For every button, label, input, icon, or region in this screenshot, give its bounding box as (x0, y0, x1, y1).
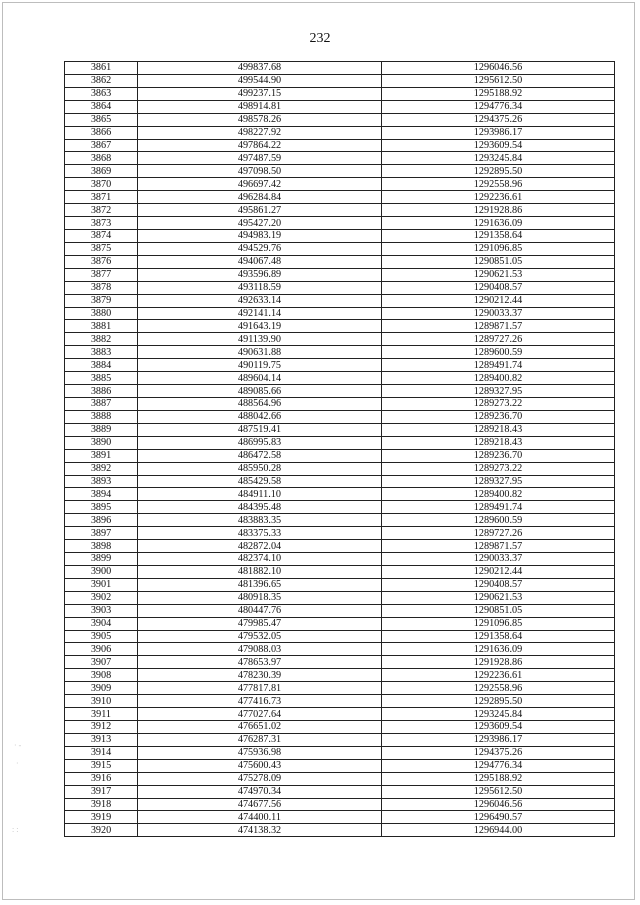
table-row (65, 695, 615, 708)
point-number-cell: 3906 (65, 643, 138, 656)
x-coordinate-cell: 489085.66 (138, 385, 382, 398)
point-number-cell: 3913 (65, 733, 138, 746)
y-coordinate-cell: 1294776.34 (382, 100, 615, 113)
x-coordinate-cell: 479985.47 (138, 617, 382, 630)
table-row (65, 87, 615, 100)
y-coordinate-cell: 1293245.84 (382, 152, 615, 165)
x-coordinate-cell: 478230.39 (138, 669, 382, 682)
table-row (65, 721, 615, 734)
x-coordinate-cell: 496697.42 (138, 178, 382, 191)
x-coordinate-cell: 492633.14 (138, 294, 382, 307)
y-coordinate-cell: 1289400.82 (382, 372, 615, 385)
table-row (65, 617, 615, 630)
table-row (65, 565, 615, 578)
point-number-cell: 3905 (65, 630, 138, 643)
point-number-cell: 3873 (65, 217, 138, 230)
y-coordinate-cell: 1289727.26 (382, 527, 615, 540)
table-row (65, 759, 615, 772)
page-number: 232 (309, 31, 331, 46)
point-number-cell: 3883 (65, 346, 138, 359)
y-coordinate-cell: 1289218.43 (382, 423, 615, 436)
y-coordinate-cell: 1291358.64 (382, 630, 615, 643)
point-number-cell: 3907 (65, 656, 138, 669)
y-coordinate-cell: 1289327.95 (382, 475, 615, 488)
point-number-cell: 3909 (65, 682, 138, 695)
point-number-cell: 3882 (65, 333, 138, 346)
y-coordinate-cell: 1292236.61 (382, 191, 615, 204)
y-coordinate-cell: 1289236.70 (382, 449, 615, 462)
x-coordinate-cell: 474677.56 (138, 798, 382, 811)
point-number-cell: 3865 (65, 113, 138, 126)
point-number-cell: 3881 (65, 320, 138, 333)
table-row (65, 217, 615, 230)
table-row (65, 527, 615, 540)
y-coordinate-cell: 1291096.85 (382, 242, 615, 255)
x-coordinate-cell: 476651.02 (138, 721, 382, 734)
x-coordinate-cell: 480447.76 (138, 604, 382, 617)
point-number-cell: 3893 (65, 475, 138, 488)
x-coordinate-cell: 492141.14 (138, 307, 382, 320)
x-coordinate-cell: 497864.22 (138, 139, 382, 152)
x-coordinate-cell: 494983.19 (138, 229, 382, 242)
y-coordinate-cell: 1296944.00 (382, 824, 615, 837)
table-row (65, 126, 615, 139)
point-number-cell: 3885 (65, 372, 138, 385)
x-coordinate-cell: 475278.09 (138, 772, 382, 785)
x-coordinate-cell: 477416.73 (138, 695, 382, 708)
x-coordinate-cell: 480918.35 (138, 591, 382, 604)
x-coordinate-cell: 490631.88 (138, 346, 382, 359)
x-coordinate-cell: 496284.84 (138, 191, 382, 204)
x-coordinate-cell: 497098.50 (138, 165, 382, 178)
y-coordinate-cell: 1294375.26 (382, 113, 615, 126)
table-row (65, 139, 615, 152)
table-row (65, 514, 615, 527)
point-number-cell: 3868 (65, 152, 138, 165)
x-coordinate-cell: 495427.20 (138, 217, 382, 230)
x-coordinate-cell: 486995.83 (138, 436, 382, 449)
table-row (65, 74, 615, 87)
x-coordinate-cell: 499837.68 (138, 62, 382, 75)
x-coordinate-cell: 494067.48 (138, 255, 382, 268)
x-coordinate-cell: 491643.19 (138, 320, 382, 333)
point-number-cell: 3880 (65, 307, 138, 320)
table-row (65, 591, 615, 604)
table-row (65, 462, 615, 475)
y-coordinate-cell: 1290212.44 (382, 294, 615, 307)
coordinates-table-body (65, 62, 615, 837)
point-number-cell: 3878 (65, 281, 138, 294)
x-coordinate-cell: 498578.26 (138, 113, 382, 126)
x-coordinate-cell: 489604.14 (138, 372, 382, 385)
point-number-cell: 3902 (65, 591, 138, 604)
y-coordinate-cell: 1289491.74 (382, 501, 615, 514)
point-number-cell: 3890 (65, 436, 138, 449)
point-number-cell: 3886 (65, 385, 138, 398)
table-row (65, 436, 615, 449)
table-row (65, 397, 615, 410)
table-row (65, 708, 615, 721)
y-coordinate-cell: 1295188.92 (382, 772, 615, 785)
x-coordinate-cell: 474970.34 (138, 785, 382, 798)
point-number-cell: 3895 (65, 501, 138, 514)
table-row (65, 281, 615, 294)
table-row (65, 320, 615, 333)
table-row (65, 385, 615, 398)
point-number-cell: 3911 (65, 708, 138, 721)
point-number-cell: 3915 (65, 759, 138, 772)
table-row (65, 630, 615, 643)
y-coordinate-cell: 1294776.34 (382, 759, 615, 772)
y-coordinate-cell: 1293986.17 (382, 126, 615, 139)
table-row (65, 178, 615, 191)
y-coordinate-cell: 1293245.84 (382, 708, 615, 721)
x-coordinate-cell: 477027.64 (138, 708, 382, 721)
y-coordinate-cell: 1290408.57 (382, 578, 615, 591)
table-row (65, 307, 615, 320)
table-row (65, 255, 615, 268)
point-number-cell: 3894 (65, 488, 138, 501)
table-row (65, 553, 615, 566)
table-row (65, 785, 615, 798)
y-coordinate-cell: 1292558.96 (382, 682, 615, 695)
table-row (65, 449, 615, 462)
table-row (65, 268, 615, 281)
point-number-cell: 3879 (65, 294, 138, 307)
x-coordinate-cell: 476287.31 (138, 733, 382, 746)
point-number-cell: 3888 (65, 410, 138, 423)
y-coordinate-cell: 1290851.05 (382, 255, 615, 268)
y-coordinate-cell: 1290408.57 (382, 281, 615, 294)
table-row (65, 578, 615, 591)
x-coordinate-cell: 479088.03 (138, 643, 382, 656)
point-number-cell: 3869 (65, 165, 138, 178)
x-coordinate-cell: 498914.81 (138, 100, 382, 113)
scan-mark: · ‐ (14, 741, 22, 750)
scan-mark: · (16, 759, 19, 768)
point-number-cell: 3918 (65, 798, 138, 811)
y-coordinate-cell: 1289218.43 (382, 436, 615, 449)
x-coordinate-cell: 491139.90 (138, 333, 382, 346)
x-coordinate-cell: 485950.28 (138, 462, 382, 475)
table-row (65, 191, 615, 204)
table-row (65, 798, 615, 811)
point-number-cell: 3864 (65, 100, 138, 113)
table-row (65, 656, 615, 669)
x-coordinate-cell: 481882.10 (138, 565, 382, 578)
y-coordinate-cell: 1290033.37 (382, 307, 615, 320)
point-number-cell: 3896 (65, 514, 138, 527)
x-coordinate-cell: 484395.48 (138, 501, 382, 514)
point-number-cell: 3862 (65, 74, 138, 87)
point-number-cell: 3904 (65, 617, 138, 630)
point-number-cell: 3872 (65, 204, 138, 217)
x-coordinate-cell: 475600.43 (138, 759, 382, 772)
x-coordinate-cell: 499237.15 (138, 87, 382, 100)
x-coordinate-cell: 488042.66 (138, 410, 382, 423)
table-row (65, 682, 615, 695)
table-row (65, 604, 615, 617)
point-number-cell: 3900 (65, 565, 138, 578)
point-number-cell: 3899 (65, 553, 138, 566)
y-coordinate-cell: 1291928.86 (382, 204, 615, 217)
table-row (65, 204, 615, 217)
point-number-cell: 3876 (65, 255, 138, 268)
point-number-cell: 3910 (65, 695, 138, 708)
y-coordinate-cell: 1289273.22 (382, 462, 615, 475)
y-coordinate-cell: 1291358.64 (382, 229, 615, 242)
table-row (65, 501, 615, 514)
x-coordinate-cell: 483375.33 (138, 527, 382, 540)
x-coordinate-cell: 483883.35 (138, 514, 382, 527)
y-coordinate-cell: 1295612.50 (382, 74, 615, 87)
y-coordinate-cell: 1289491.74 (382, 359, 615, 372)
x-coordinate-cell: 498227.92 (138, 126, 382, 139)
y-coordinate-cell: 1289871.57 (382, 540, 615, 553)
point-number-cell: 3912 (65, 721, 138, 734)
point-number-cell: 3891 (65, 449, 138, 462)
point-number-cell: 3875 (65, 242, 138, 255)
y-coordinate-cell: 1291636.09 (382, 217, 615, 230)
x-coordinate-cell: 481396.65 (138, 578, 382, 591)
y-coordinate-cell: 1291636.09 (382, 643, 615, 656)
x-coordinate-cell: 474400.11 (138, 811, 382, 824)
x-coordinate-cell: 495861.27 (138, 204, 382, 217)
y-coordinate-cell: 1289327.95 (382, 385, 615, 398)
table-row (65, 824, 615, 837)
table-row (65, 811, 615, 824)
x-coordinate-cell: 479532.05 (138, 630, 382, 643)
point-number-cell: 3874 (65, 229, 138, 242)
point-number-cell: 3903 (65, 604, 138, 617)
y-coordinate-cell: 1292895.50 (382, 165, 615, 178)
point-number-cell: 3867 (65, 139, 138, 152)
point-number-cell: 3916 (65, 772, 138, 785)
y-coordinate-cell: 1289236.70 (382, 410, 615, 423)
y-coordinate-cell: 1290621.53 (382, 268, 615, 281)
y-coordinate-cell: 1295612.50 (382, 785, 615, 798)
x-coordinate-cell: 475936.98 (138, 746, 382, 759)
table-row (65, 294, 615, 307)
table-row (65, 540, 615, 553)
scan-mark: : : (12, 825, 19, 834)
y-coordinate-cell: 1296046.56 (382, 62, 615, 75)
x-coordinate-cell: 486472.58 (138, 449, 382, 462)
table-row (65, 423, 615, 436)
y-coordinate-cell: 1293609.54 (382, 139, 615, 152)
y-coordinate-cell: 1290621.53 (382, 591, 615, 604)
point-number-cell: 3884 (65, 359, 138, 372)
y-coordinate-cell: 1289273.22 (382, 397, 615, 410)
point-number-cell: 3871 (65, 191, 138, 204)
y-coordinate-cell: 1292895.50 (382, 695, 615, 708)
table-row (65, 643, 615, 656)
x-coordinate-cell: 493118.59 (138, 281, 382, 294)
y-coordinate-cell: 1290851.05 (382, 604, 615, 617)
table-row (65, 165, 615, 178)
y-coordinate-cell: 1293609.54 (382, 721, 615, 734)
point-number-cell: 3898 (65, 540, 138, 553)
y-coordinate-cell: 1296490.57 (382, 811, 615, 824)
x-coordinate-cell: 493596.89 (138, 268, 382, 281)
table-row (65, 152, 615, 165)
y-coordinate-cell: 1292558.96 (382, 178, 615, 191)
x-coordinate-cell: 494529.76 (138, 242, 382, 255)
y-coordinate-cell: 1296046.56 (382, 798, 615, 811)
y-coordinate-cell: 1289400.82 (382, 488, 615, 501)
point-number-cell: 3866 (65, 126, 138, 139)
x-coordinate-cell: 474138.32 (138, 824, 382, 837)
point-number-cell: 3877 (65, 268, 138, 281)
x-coordinate-cell: 482374.10 (138, 553, 382, 566)
table-row (65, 242, 615, 255)
table-row (65, 346, 615, 359)
y-coordinate-cell: 1291928.86 (382, 656, 615, 669)
x-coordinate-cell: 485429.58 (138, 475, 382, 488)
table-row (65, 372, 615, 385)
y-coordinate-cell: 1293986.17 (382, 733, 615, 746)
x-coordinate-cell: 477817.81 (138, 682, 382, 695)
x-coordinate-cell: 488564.96 (138, 397, 382, 410)
y-coordinate-cell: 1290212.44 (382, 565, 615, 578)
table-row (65, 733, 615, 746)
coordinates-table (64, 61, 615, 837)
point-number-cell: 3861 (65, 62, 138, 75)
point-number-cell: 3863 (65, 87, 138, 100)
x-coordinate-cell: 497487.59 (138, 152, 382, 165)
x-coordinate-cell: 482872.04 (138, 540, 382, 553)
table-row (65, 410, 615, 423)
x-coordinate-cell: 484911.10 (138, 488, 382, 501)
point-number-cell: 3919 (65, 811, 138, 824)
table-row (65, 229, 615, 242)
point-number-cell: 3914 (65, 746, 138, 759)
x-coordinate-cell: 499544.90 (138, 74, 382, 87)
table-row (65, 475, 615, 488)
point-number-cell: 3887 (65, 397, 138, 410)
point-number-cell: 3901 (65, 578, 138, 591)
y-coordinate-cell: 1294375.26 (382, 746, 615, 759)
point-number-cell: 3917 (65, 785, 138, 798)
point-number-cell: 3889 (65, 423, 138, 436)
table-row (65, 746, 615, 759)
point-number-cell: 3870 (65, 178, 138, 191)
x-coordinate-cell: 487519.41 (138, 423, 382, 436)
table-row (65, 772, 615, 785)
y-coordinate-cell: 1292236.61 (382, 669, 615, 682)
point-number-cell: 3892 (65, 462, 138, 475)
point-number-cell: 3897 (65, 527, 138, 540)
y-coordinate-cell: 1290033.37 (382, 553, 615, 566)
point-number-cell: 3908 (65, 669, 138, 682)
table-row (65, 488, 615, 501)
table-row (65, 100, 615, 113)
y-coordinate-cell: 1289600.59 (382, 514, 615, 527)
y-coordinate-cell: 1289600.59 (382, 346, 615, 359)
table-row (65, 62, 615, 75)
x-coordinate-cell: 478653.97 (138, 656, 382, 669)
point-number-cell: 3920 (65, 824, 138, 837)
table-row (65, 359, 615, 372)
y-coordinate-cell: 1295188.92 (382, 87, 615, 100)
table-row (65, 333, 615, 346)
y-coordinate-cell: 1289727.26 (382, 333, 615, 346)
table-row (65, 113, 615, 126)
y-coordinate-cell: 1289871.57 (382, 320, 615, 333)
table-row (65, 669, 615, 682)
y-coordinate-cell: 1291096.85 (382, 617, 615, 630)
x-coordinate-cell: 490119.75 (138, 359, 382, 372)
